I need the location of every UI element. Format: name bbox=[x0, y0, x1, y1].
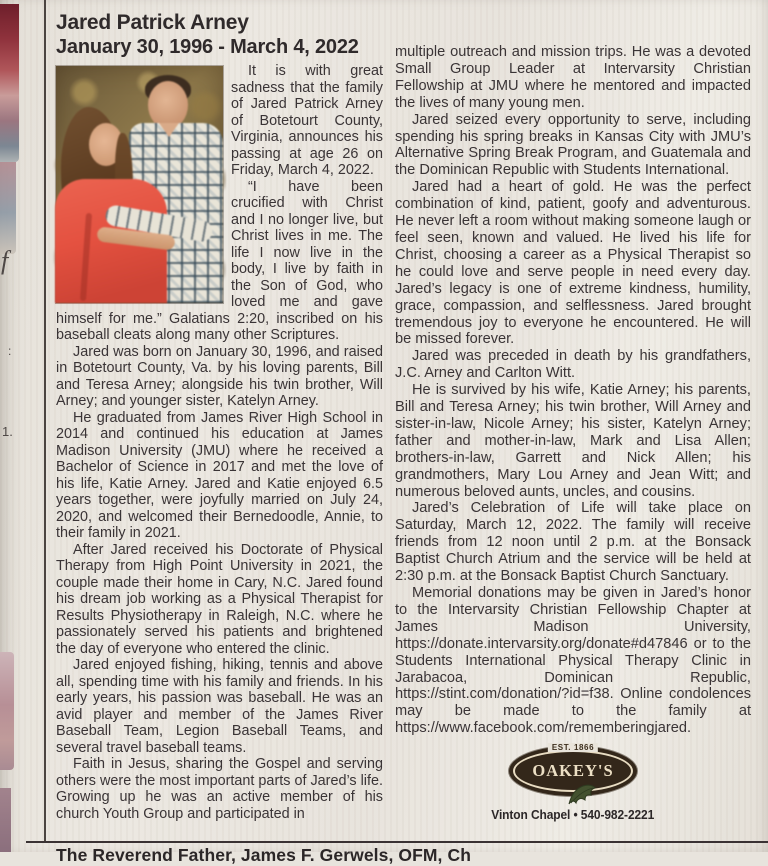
obituary-paragraph: After Jared received his Doctorate of Physical Therapy from High Point University in 2021, the couple made their home in Cary, N.C. Jared found his dream job working as a Physical Therapist for Results Physiotherapy in Raleigh, N.C. where he passionately served his patients and brightened the day of everyone who entered the clinic. bbox=[56, 541, 383, 657]
section-divider-rule bbox=[26, 841, 768, 843]
obituary-name-headline: Jared Patrick Arney bbox=[56, 11, 249, 34]
obituary-paragraph: Jared seized every opportunity to serve, including spending his spring breaks in Kansas City with JMU’s Alternative Spring Break Program, and Guatemala and the Dominican Republic with Students International. bbox=[395, 111, 751, 179]
obituary-left-column bbox=[56, 6, 383, 822]
margin-text-fragment: 1. bbox=[2, 424, 13, 439]
funeral-home-tagline: Vinton Chapel • 540-982-2221 bbox=[491, 808, 655, 823]
portrait-photo bbox=[56, 66, 223, 303]
obituary-paragraph: He graduated from James River High School in 2014 and continued his education at James Madison University (JMU) where he received a Bachelor of Science in 2017 and met the love of his life, Katie Arney. Jared and Katie enjoyed 6.5 years together, were joyfully married on July 24, 2020, and welcomed their Bernedoodle, Annie, to their family in 2021. bbox=[56, 409, 383, 541]
adjacent-column-strip bbox=[0, 0, 44, 852]
obituary-paragraph: Jared’s Celebration of Life will take place on Saturday, March 12, 2022. The family will receive friends from 12 noon until 2 p.m. at the Bonsack Baptist Church Atrium and the service will be held at 2:30 p.m. at the Bonsack Baptist Church Sanctuary. bbox=[395, 500, 751, 585]
est-1866-label: EST. 1866 bbox=[548, 743, 598, 752]
man-figure bbox=[148, 81, 188, 129]
obituary-paragraph: Faith in Jesus, sharing the Gospel and serving others were the most important parts of Jared’s life. Growing up he was an active member of his church Youth Group and participated in bbox=[56, 756, 383, 822]
obituary-paragraph: multiple outreach and mission trips. He was a devoted Small Group Leader at Intervarsity Christian Fellowship at JMU where he mentored and impacted the lives of many young men. bbox=[395, 44, 751, 111]
funeral-home-logo-block bbox=[395, 743, 751, 823]
obituary-paragraph: Jared was born on January 30, 1996, and raised in Botetourt County, Va. by his loving parents, Bill and Teresa Arney; alongside his twin brother, Will Arney; and younger sister, Katelyn Arney. bbox=[56, 343, 383, 409]
margin-text-fragment: : bbox=[8, 344, 12, 358]
next-obituary-partial-headline: The Reverend Father, James F. Gerwels, OFM, Ch bbox=[56, 845, 472, 865]
margin-text-fragment: f bbox=[1, 246, 9, 275]
obituary-paragraph: Memorial donations may be given in Jared’s honor to the Intervarsity Christian Fellowship Chapter at James Madison University, https://donate.intervarsity.org/donate#d47846 or to the Students International Physical Therapy Clinic in Jarabacoa, Dominican Republic, https://stint.com/donation/?id=f38. Online condolences may be made to the family at https://www.facebook.com/rememberingjared. bbox=[395, 585, 751, 737]
adjacent-photo-fragment bbox=[0, 788, 11, 852]
oak-leaf-icon bbox=[567, 784, 597, 806]
adjacent-photo-fragment bbox=[0, 4, 19, 162]
man-figure bbox=[159, 123, 179, 137]
obituary-dates-subheadline: January 30, 1996 - March 4, 2022 bbox=[56, 36, 359, 58]
adjacent-photo-fragment bbox=[0, 162, 16, 254]
oakeys-logo bbox=[509, 743, 637, 796]
obituary-paragraph: He is survived by his wife, Katie Arney; his parents, Bill and Teresa Arney; his twin brother, Will Arney and sister-in-law, Nicole Arney; his sister, Katelyn Arney; father and mother-in-law, Mark and Lisa Allen; brothers-in-law, Garrett and Nick Allen; his grandmothers, Mary Lou Arney and Jean Witt; and numerous beloved aunts, uncles, and cousins. bbox=[395, 382, 751, 500]
obituary-right-column bbox=[395, 6, 751, 822]
obituary-paragraph: “I have been crucified with Christ and I no longer live, but Christ lives in me. The life I now live in the body, I live by faith in the Son of God, who loved me and gave himself for me.” Galatians 2:20, inscribed on his baseball cleats along many other Scriptures. bbox=[56, 178, 383, 343]
obituary-paragraph: Jared was preceded in death by his grandfathers, J.C. Arney and Carlton Witt. bbox=[395, 348, 751, 382]
obituary-paragraph: Jared had a heart of gold. He was the perfect combination of kind, patient, goofy and adventurous. He never left a room without making someone laugh or feel seen, known and valued. He lived his life for Christ, choosing a career as a Physical Therapist so he could love and serve people in need every day. Jared’s legacy is one of extreme kindness, humility, grace, compassion, and selflessness. Jared brought tremendous joy to everyone he encountered. He will be missed forever. bbox=[395, 179, 751, 348]
portrait-photo-art bbox=[53, 63, 226, 306]
adjacent-photo-fragment bbox=[0, 652, 14, 770]
oakeys-logo-wordmark: OAKEY'S bbox=[532, 761, 614, 781]
obituary-paragraph: Jared enjoyed fishing, hiking, tennis and above all, spending time with his family and friends. In his early years, his passion was baseball. He was an avid player and member of the James River Baseball Team, Legion Baseball Teams, and several travel baseball teams. bbox=[56, 657, 383, 756]
obituary-paragraph: It is with great sadness that the family of Jared Patrick Arney of Botetourt County, Virginia, announces his passing at age 26 on Friday, March 4, 2022. bbox=[231, 63, 383, 178]
